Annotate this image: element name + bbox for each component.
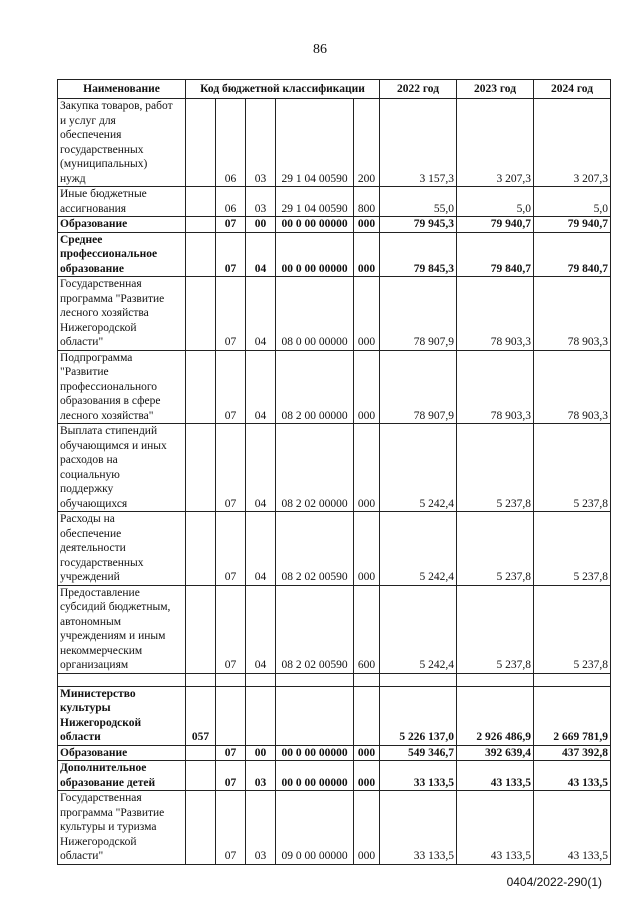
cell-csr: 08 2 02 00000	[276, 424, 354, 512]
cell-name	[58, 512, 186, 586]
table-row	[58, 585, 611, 673]
empty-cell	[186, 673, 216, 686]
cell-name-line: Дополнительное	[60, 762, 147, 774]
cell-2022: 5 226 137,0	[380, 686, 457, 745]
cell-name-line: Нижегородской	[60, 321, 137, 334]
cell-name-line: Образование	[60, 218, 128, 230]
cell-csr: 00 0 00 00000	[276, 232, 354, 277]
cell-name-line: образования в сфере	[60, 395, 161, 407]
cell-2023: 78 903,3	[457, 350, 534, 424]
cell-rz	[216, 686, 246, 745]
cell-name-line: профессионального	[60, 380, 158, 393]
cell-pr: 00	[246, 217, 276, 233]
cell-ved	[186, 232, 216, 277]
cell-ved	[186, 512, 216, 586]
cell-pr: 03	[246, 99, 276, 187]
cell-name	[58, 277, 186, 351]
cell-name-line: деятельности	[60, 542, 126, 554]
cell-2024: 5,0	[534, 187, 611, 217]
table-spacer-row	[58, 673, 611, 686]
cell-2022: 5 242,4	[380, 512, 457, 586]
cell-2023: 5 237,8	[457, 585, 534, 673]
empty-cell	[380, 673, 457, 686]
cell-csr: 09 0 00 00000	[276, 791, 354, 865]
cell-pr: 04	[246, 232, 276, 277]
table-row	[58, 424, 611, 512]
header-2023: 2023 год	[457, 80, 534, 99]
cell-2022: 5 242,4	[380, 424, 457, 512]
cell-2023: 3 207,3	[457, 99, 534, 187]
cell-2024: 5 237,8	[534, 585, 611, 673]
cell-2023: 79 840,7	[457, 232, 534, 277]
cell-name-line: "Развитие	[60, 366, 109, 378]
empty-cell	[216, 673, 246, 686]
cell-rz: 07	[216, 424, 246, 512]
cell-2022: 55,0	[380, 187, 457, 217]
cell-vr: 000	[354, 277, 380, 351]
empty-cell	[276, 673, 354, 686]
cell-rz: 07	[216, 512, 246, 586]
header-2024: 2024 год	[534, 80, 611, 99]
cell-name-line: Государственная	[60, 792, 142, 804]
cell-name-line: области"	[60, 336, 104, 348]
table-row	[58, 745, 611, 761]
cell-2022: 5 242,4	[380, 585, 457, 673]
cell-name-line: области"	[60, 850, 104, 862]
cell-2022: 33 133,5	[380, 791, 457, 865]
cell-name	[58, 585, 186, 673]
cell-name-line: культуры	[60, 702, 111, 714]
cell-name-line: государственных	[60, 143, 144, 156]
cell-csr: 00 0 00 00000	[276, 761, 354, 791]
empty-cell	[58, 673, 186, 686]
cell-vr: 600	[354, 585, 380, 673]
cell-name-line: Образование	[60, 746, 128, 759]
table-row	[58, 99, 611, 187]
cell-csr: 29 1 04 00590	[276, 99, 354, 187]
cell-rz: 07	[216, 585, 246, 673]
cell-name	[58, 686, 186, 745]
cell-name-line: и услуг для	[60, 114, 116, 127]
cell-2024: 43 133,5	[534, 761, 611, 791]
cell-2023: 5 237,8	[457, 424, 534, 512]
cell-rz: 07	[216, 232, 246, 277]
cell-vr: 000	[354, 761, 380, 791]
cell-name-line: Расходы на	[60, 513, 115, 525]
cell-2024: 5 237,8	[534, 424, 611, 512]
cell-name-line: расходов на	[60, 454, 118, 466]
cell-name-line: ассигнования	[60, 202, 127, 215]
cell-csr: 08 0 00 00000	[276, 277, 354, 351]
cell-name-line: Предоставление	[60, 586, 140, 599]
cell-name-line: учреждений	[60, 571, 120, 583]
empty-cell	[534, 673, 611, 686]
cell-pr: 04	[246, 512, 276, 586]
cell-2024: 2 669 781,9	[534, 686, 611, 745]
cell-vr: 000	[354, 791, 380, 865]
cell-name-line: культуры и туризма	[60, 821, 157, 833]
cell-2024: 79 840,7	[534, 232, 611, 277]
cell-2023: 2 926 486,9	[457, 686, 534, 745]
cell-name	[58, 232, 186, 277]
cell-name-line: (муниципальных)	[60, 158, 148, 170]
cell-2022: 3 157,3	[380, 99, 457, 187]
page-number: 86	[313, 42, 327, 57]
cell-pr: 03	[246, 187, 276, 217]
table-row	[58, 187, 611, 217]
empty-cell	[457, 673, 534, 686]
cell-rz: 07	[216, 791, 246, 865]
cell-pr: 04	[246, 585, 276, 673]
cell-pr: 04	[246, 350, 276, 424]
cell-name-line: обеспечение	[60, 527, 122, 540]
cell-name-line: Государственная	[60, 278, 142, 290]
cell-name-line: субсидий бюджетным,	[60, 601, 171, 613]
cell-2024: 3 207,3	[534, 99, 611, 187]
cell-name-line: социальную	[60, 468, 120, 481]
cell-2023: 43 133,5	[457, 791, 534, 865]
cell-name-line: обучающихся	[60, 497, 128, 510]
cell-csr: 08 2 00 00000	[276, 350, 354, 424]
cell-ved	[186, 424, 216, 512]
table-row	[58, 232, 611, 277]
cell-name-line: Закупка товаров, работ	[60, 100, 173, 112]
cell-name	[58, 424, 186, 512]
budget-table	[57, 79, 611, 865]
cell-ved: 057	[186, 686, 216, 745]
cell-2022: 33 133,5	[380, 761, 457, 791]
cell-csr: 08 2 02 00590	[276, 512, 354, 586]
cell-name	[58, 350, 186, 424]
cell-pr: 04	[246, 277, 276, 351]
document-id: 0404/2022-290(1)	[506, 875, 602, 889]
cell-2024: 437 392,8	[534, 745, 611, 761]
cell-name-line: образование	[60, 262, 124, 275]
cell-ved	[186, 585, 216, 673]
cell-2022: 78 907,9	[380, 277, 457, 351]
cell-2023: 5,0	[457, 187, 534, 217]
cell-name-line: Министерство	[60, 687, 136, 700]
header-code: Код бюджетной классификации	[186, 80, 380, 99]
cell-pr: 03	[246, 791, 276, 865]
cell-rz: 07	[216, 217, 246, 233]
cell-vr: 800	[354, 187, 380, 217]
cell-ved	[186, 745, 216, 761]
table-row	[58, 217, 611, 233]
cell-name-line: нужд	[60, 172, 86, 185]
empty-cell	[246, 673, 276, 686]
cell-name	[58, 187, 186, 217]
cell-ved	[186, 791, 216, 865]
header-2022: 2022 год	[380, 80, 457, 99]
cell-2023: 392 639,4	[457, 745, 534, 761]
table-row	[58, 277, 611, 351]
cell-ved	[186, 99, 216, 187]
cell-2023: 5 237,8	[457, 512, 534, 586]
cell-name-line: Иные бюджетные	[60, 188, 147, 200]
cell-name-line: Среднее	[60, 233, 103, 246]
cell-name	[58, 217, 186, 233]
cell-name-line: лесного хозяйства	[60, 307, 149, 319]
cell-name-line: некоммерческим	[60, 644, 143, 657]
cell-rz: 07	[216, 761, 246, 791]
table-row	[58, 350, 611, 424]
cell-vr	[354, 686, 380, 745]
cell-2023: 79 940,7	[457, 217, 534, 233]
cell-csr: 00 0 00 00000	[276, 217, 354, 233]
cell-name-line: программа "Развитие	[60, 292, 165, 305]
cell-name-line: обучающимся и иных	[60, 439, 167, 452]
cell-pr: 00	[246, 745, 276, 761]
cell-2022: 79 945,3	[380, 217, 457, 233]
cell-name-line: Нижегородской	[60, 716, 142, 729]
cell-name-line: Нижегородской	[60, 835, 137, 848]
cell-name	[58, 99, 186, 187]
cell-rz: 06	[216, 99, 246, 187]
cell-ved	[186, 350, 216, 424]
cell-name-line: Выплата стипендий	[60, 425, 158, 437]
cell-name-line: обеспечения	[60, 129, 122, 141]
cell-2024: 78 903,3	[534, 277, 611, 351]
empty-cell	[354, 673, 380, 686]
cell-rz: 07	[216, 745, 246, 761]
cell-2024: 78 903,3	[534, 350, 611, 424]
cell-2024: 79 940,7	[534, 217, 611, 233]
cell-name-line: программа "Развитие	[60, 806, 165, 819]
table-header-row	[58, 80, 611, 99]
cell-2022: 78 907,9	[380, 350, 457, 424]
cell-name-line: образование детей	[60, 776, 156, 789]
cell-name	[58, 761, 186, 791]
cell-name-line: профессиональное	[60, 248, 158, 260]
cell-csr: 08 2 02 00590	[276, 585, 354, 673]
cell-csr: 00 0 00 00000	[276, 745, 354, 761]
cell-rz: 06	[216, 187, 246, 217]
cell-vr: 000	[354, 217, 380, 233]
cell-vr: 200	[354, 99, 380, 187]
table-row	[58, 761, 611, 791]
cell-2024: 5 237,8	[534, 512, 611, 586]
cell-vr: 000	[354, 745, 380, 761]
table-row	[58, 686, 611, 745]
cell-vr: 000	[354, 232, 380, 277]
cell-name-line: лесного хозяйства"	[60, 409, 154, 422]
cell-pr	[246, 686, 276, 745]
cell-rz: 07	[216, 350, 246, 424]
cell-name-line: поддержку	[60, 483, 114, 495]
cell-name-line: государственных	[60, 556, 144, 569]
cell-name-line: Подпрограмма	[60, 351, 133, 364]
cell-name-line: учреждениям и иным	[60, 630, 166, 642]
cell-csr: 29 1 04 00590	[276, 187, 354, 217]
cell-name-line: области	[60, 731, 101, 743]
cell-ved	[186, 187, 216, 217]
cell-2022: 79 845,3	[380, 232, 457, 277]
table-row	[58, 512, 611, 586]
cell-ved	[186, 217, 216, 233]
cell-ved	[186, 277, 216, 351]
cell-ved	[186, 761, 216, 791]
cell-2023: 43 133,5	[457, 761, 534, 791]
cell-2022: 549 346,7	[380, 745, 457, 761]
cell-pr: 04	[246, 424, 276, 512]
cell-name	[58, 745, 186, 761]
header-name: Наименование	[58, 80, 186, 99]
table-body	[58, 99, 611, 865]
cell-2023: 78 903,3	[457, 277, 534, 351]
cell-rz: 07	[216, 277, 246, 351]
table-row	[58, 791, 611, 865]
cell-vr: 000	[354, 424, 380, 512]
cell-vr: 000	[354, 350, 380, 424]
cell-name	[58, 791, 186, 865]
cell-pr: 03	[246, 761, 276, 791]
cell-csr	[276, 686, 354, 745]
cell-name-line: организациям	[60, 659, 129, 671]
cell-vr: 000	[354, 512, 380, 586]
cell-name-line: автономным	[60, 615, 121, 628]
cell-2024: 43 133,5	[534, 791, 611, 865]
